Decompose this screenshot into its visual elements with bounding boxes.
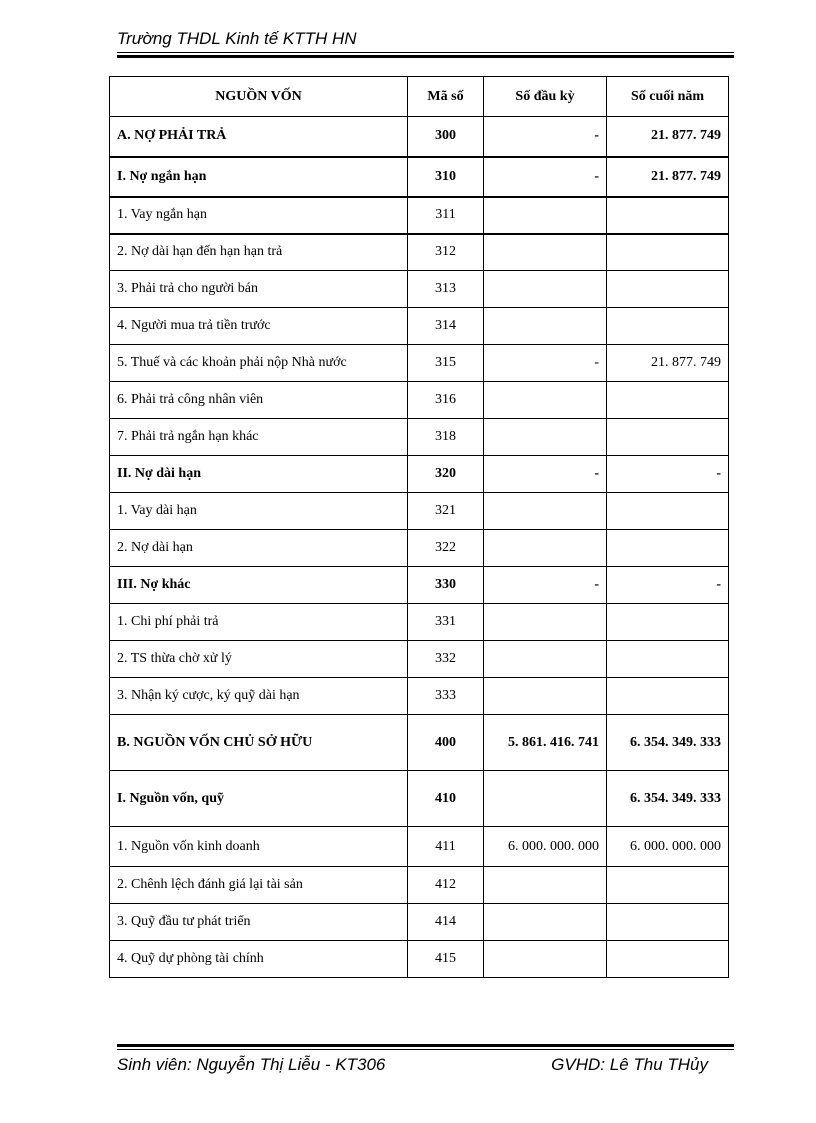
table-row xyxy=(110,117,729,157)
row-end-value xyxy=(607,234,729,271)
row-source-name: I. Nợ ngắn hạn xyxy=(110,157,408,197)
table-row xyxy=(110,904,729,941)
header-rule-thick xyxy=(117,55,734,58)
footer-rule-thick xyxy=(117,1044,734,1047)
row-end-value xyxy=(607,941,729,978)
row-source-name: 6. Phải trả công nhân viên xyxy=(110,382,408,419)
row-code: 332 xyxy=(408,641,484,678)
row-source-name: II. Nợ dài hạn xyxy=(110,456,408,493)
row-code: 321 xyxy=(408,493,484,530)
row-start-value xyxy=(484,867,607,904)
footer-student: Sinh viên: Nguyễn Thị Liễu - KT306 xyxy=(117,1055,386,1074)
table-row xyxy=(110,715,729,771)
table-row xyxy=(110,419,729,456)
row-end-value: 21. 877. 749 xyxy=(607,157,729,197)
row-start-value xyxy=(484,308,607,345)
table-row xyxy=(110,308,729,345)
row-code: 331 xyxy=(408,604,484,641)
row-start-value: 6. 000. 000. 000 xyxy=(484,827,607,867)
row-code: 322 xyxy=(408,530,484,567)
row-code: 410 xyxy=(408,771,484,827)
table-row xyxy=(110,157,729,197)
row-source-name: 2. Nợ dài hạn xyxy=(110,530,408,567)
row-end-value xyxy=(607,197,729,234)
row-start-value xyxy=(484,382,607,419)
row-end-value xyxy=(607,308,729,345)
row-start-value xyxy=(484,941,607,978)
row-end-value xyxy=(607,419,729,456)
table-row xyxy=(110,382,729,419)
row-code: 415 xyxy=(408,941,484,978)
row-start-value xyxy=(484,419,607,456)
table-row xyxy=(110,456,729,493)
table-row xyxy=(110,271,729,308)
column-header-source: NGUỒN VỐN xyxy=(110,77,408,117)
column-header-code: Mã số xyxy=(408,77,484,117)
row-source-name: 1. Chi phí phải trả xyxy=(110,604,408,641)
row-source-name: 2. Chênh lệch đánh giá lại tài sản xyxy=(110,867,408,904)
table-row xyxy=(110,197,729,234)
row-start-value xyxy=(484,641,607,678)
table-row xyxy=(110,345,729,382)
row-end-value xyxy=(607,530,729,567)
row-end-value: 6. 354. 349. 333 xyxy=(607,715,729,771)
row-source-name: 1. Vay ngắn hạn xyxy=(110,197,408,234)
row-start-value xyxy=(484,197,607,234)
table-row xyxy=(110,234,729,271)
row-code: 400 xyxy=(408,715,484,771)
row-end-value xyxy=(607,604,729,641)
row-source-name: 1. Vay dài hạn xyxy=(110,493,408,530)
row-source-name: 3. Phải trả cho người bán xyxy=(110,271,408,308)
column-header-start: Số đầu kỳ xyxy=(484,77,607,117)
table-row xyxy=(110,530,729,567)
row-start-value: - xyxy=(484,345,607,382)
row-end-value xyxy=(607,904,729,941)
row-code: 312 xyxy=(408,234,484,271)
row-end-value xyxy=(607,641,729,678)
row-start-value: - xyxy=(484,117,607,157)
row-code: 311 xyxy=(408,197,484,234)
row-code: 318 xyxy=(408,419,484,456)
table-row xyxy=(110,941,729,978)
row-end-value xyxy=(607,271,729,308)
table-row xyxy=(110,641,729,678)
row-end-value xyxy=(607,382,729,419)
row-source-name: 3. Nhận ký cược, ký quỹ dài hạn xyxy=(110,678,408,715)
footer-advisor: GVHD: Lê Thu THủy xyxy=(551,1055,708,1074)
table-row xyxy=(110,771,729,827)
row-source-name: A. NỢ PHẢI TRẢ xyxy=(110,117,408,157)
row-code: 320 xyxy=(408,456,484,493)
row-source-name: 2. TS thừa chờ xử lý xyxy=(110,641,408,678)
row-end-value xyxy=(607,493,729,530)
row-start-value: - xyxy=(484,456,607,493)
row-start-value xyxy=(484,604,607,641)
row-code: 333 xyxy=(408,678,484,715)
row-code: 315 xyxy=(408,345,484,382)
row-code: 313 xyxy=(408,271,484,308)
table-row xyxy=(110,827,729,867)
row-source-name: 4. Quỹ dự phòng tài chính xyxy=(110,941,408,978)
row-end-value: 21. 877. 749 xyxy=(607,345,729,382)
table-row xyxy=(110,567,729,604)
header-school-name: Trường THDL Kinh tế KTTH HN xyxy=(117,29,357,48)
row-source-name: III. Nợ khác xyxy=(110,567,408,604)
header-rule-thin xyxy=(117,52,734,53)
row-code: 414 xyxy=(408,904,484,941)
row-source-name: B. NGUỒN VỐN CHỦ SỞ HỮU xyxy=(110,715,408,771)
row-start-value xyxy=(484,271,607,308)
row-source-name: 3. Quỹ đầu tư phát triển xyxy=(110,904,408,941)
row-code: 411 xyxy=(408,827,484,867)
row-start-value: - xyxy=(484,157,607,197)
row-start-value xyxy=(484,678,607,715)
footer-rule-thin xyxy=(117,1049,734,1050)
row-start-value xyxy=(484,493,607,530)
row-end-value: - xyxy=(607,456,729,493)
row-start-value xyxy=(484,904,607,941)
row-start-value xyxy=(484,530,607,567)
table-row xyxy=(110,678,729,715)
row-source-name: 7. Phải trả ngắn hạn khác xyxy=(110,419,408,456)
row-code: 412 xyxy=(408,867,484,904)
row-end-value xyxy=(607,678,729,715)
row-end-value: 6. 000. 000. 000 xyxy=(607,827,729,867)
row-code: 316 xyxy=(408,382,484,419)
column-header-end: Số cuối năm xyxy=(607,77,729,117)
row-code: 314 xyxy=(408,308,484,345)
row-end-value xyxy=(607,867,729,904)
table-row xyxy=(110,867,729,904)
row-code: 330 xyxy=(408,567,484,604)
row-source-name: 2. Nợ dài hạn đến hạn hạn trả xyxy=(110,234,408,271)
row-code: 310 xyxy=(408,157,484,197)
row-end-value: 21. 877. 749 xyxy=(607,117,729,157)
row-source-name: 4. Người mua trả tiền trước xyxy=(110,308,408,345)
row-source-name: I. Nguồn vốn, quỹ xyxy=(110,771,408,827)
row-source-name: 1. Nguồn vốn kinh doanh xyxy=(110,827,408,867)
table-row xyxy=(110,604,729,641)
table-header-row xyxy=(110,77,729,117)
row-start-value xyxy=(484,771,607,827)
row-end-value: 6. 354. 349. 333 xyxy=(607,771,729,827)
row-source-name: 5. Thuế và các khoản phải nộp Nhà nước xyxy=(110,345,408,382)
row-start-value xyxy=(484,234,607,271)
table-row xyxy=(110,493,729,530)
capital-sources-table xyxy=(109,76,729,978)
row-start-value: - xyxy=(484,567,607,604)
row-code: 300 xyxy=(408,117,484,157)
row-start-value: 5. 861. 416. 741 xyxy=(484,715,607,771)
row-end-value: - xyxy=(607,567,729,604)
